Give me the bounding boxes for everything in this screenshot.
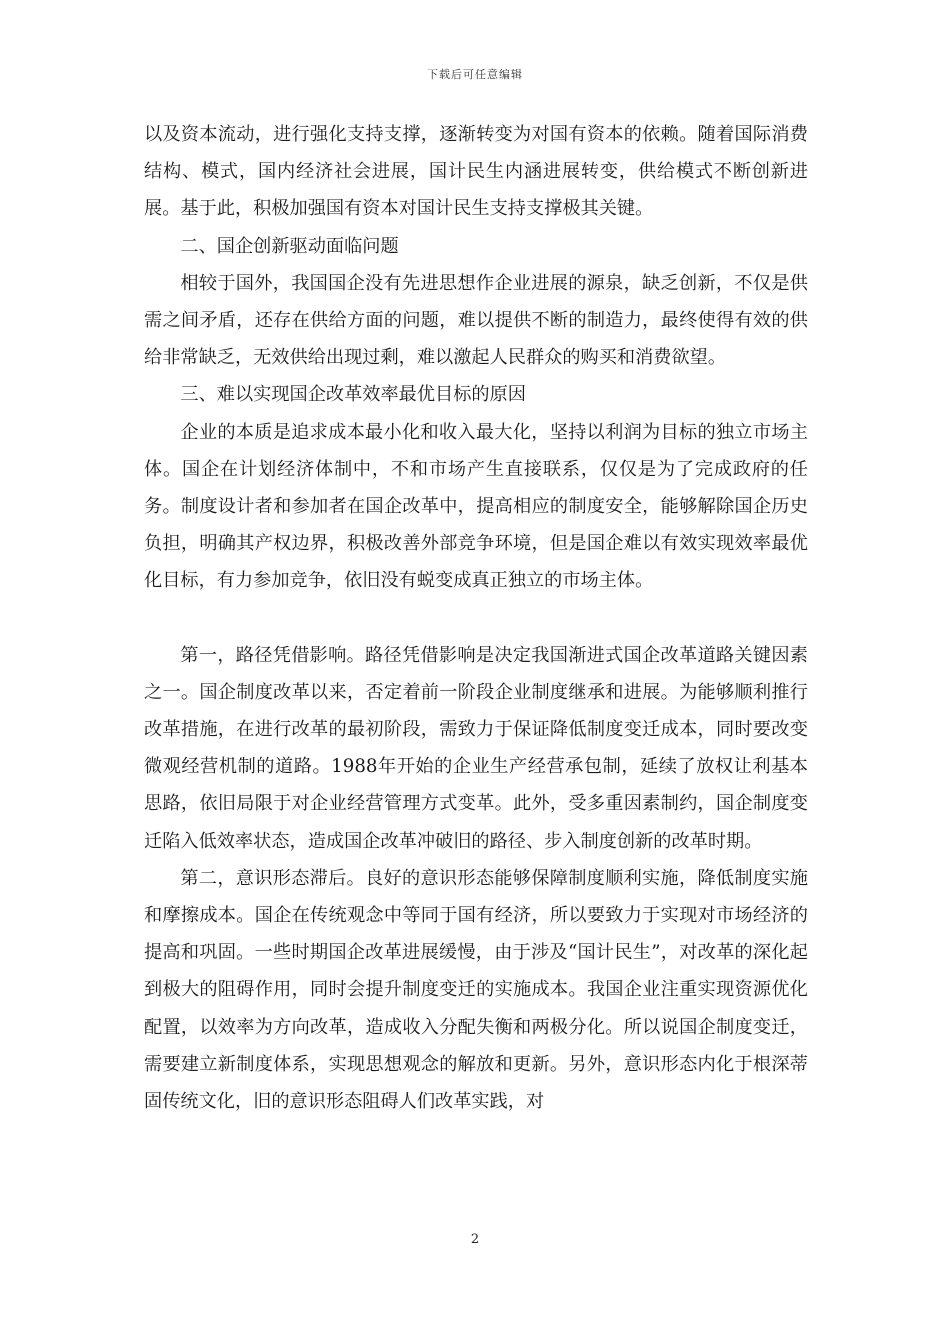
section-heading-2: 二、国企创新驱动面临问题 [180, 235, 399, 257]
document-body [144, 116, 808, 1120]
paragraph-innovation-problems: 相较于国外，我国国企没有先进思想作企业进展的源泉，缺乏创新，不仅是供需之间矛盾，还存在供给方面的问题，难以提供不断的制造力，最终使得有效的供给非常缺乏，无效供给出现过剩，难以激起人民群众的购买和消费欲望。 [144, 272, 808, 369]
page-number: 2 [470, 1232, 480, 1247]
section-heading-3: 三、难以实现国企改革效率最优目标的原因 [180, 384, 526, 406]
page-header: 下载后可任意编辑 [427, 68, 523, 81]
paragraph-path-dependence: 第一，路径凭借影响。路径凭借影响是决定我国渐进式国企改革道路关键因素之一。国企制度改革以来，否定着前一阶段企业制度继承和进展。为能够顺利推行改革措施，在进行改革的最初阶段，需致力于保证降低制度变迁成本，同时要改变微观经营机制的道路。1988年开始的企业生产经营承包制，延续了放权让利基本思路，依旧局限于对企业经营管理方式变革。此外，受多重因素制约，国企制度变迁陷入低效率状态，造成国企改革冲破旧的路径、步入制度创新的改革时期。 [144, 644, 808, 852]
paragraph-continuation: 以及资本流动，进行强化支持支撑，逐渐转变为对国有资本的依赖。随着国际消费结构、模式，国内经济社会进展，国计民生内涵进展转变，供给模式不断创新进展。基于此，积极加强国有资本对国计民生支持支撑极其关键。 [144, 124, 808, 220]
paragraph-ideology-lag: 第二，意识形态滞后。良好的意识形态能够保障制度顺利实施，降低制度实施和摩擦成本。国企在传统观念中等同于国有经济，所以要致力于实现对市场经济的提高和巩固。一些时期国企改革进展缓慢，由于涉及“国计民生”，对改革的深化起到极大的阻碍作用，同时会提升制度变迁的实施成本。我国企业注重实现资源优化配置，以效率为方向改革，造成收入分配失衡和两极分化。所以说国企制度变迁，需要建立新制度体系，实现思想观念的解放和更新。另外，意识形态内化于根深蒂固传统文化，旧的意识形态阻碍人们改革实践，对 [144, 867, 808, 1113]
paragraph-enterprise-nature: 企业的本质是追求成本最小化和收入最大化，坚持以利润为目标的独立市场主体。国企在计划经济体制中，不和市场产生直接联系，仅仅是为了完成政府的任务。制度设计者和参加者在国企改革中，提高相应的制度安全，能够解除国企历史负担，明确其产权边界，积极改善外部竞争环境，但是国企难以有效实现效率最优化目标，有力参加竞争，依旧没有蜕变成真正独立的市场主体。 [144, 421, 808, 592]
